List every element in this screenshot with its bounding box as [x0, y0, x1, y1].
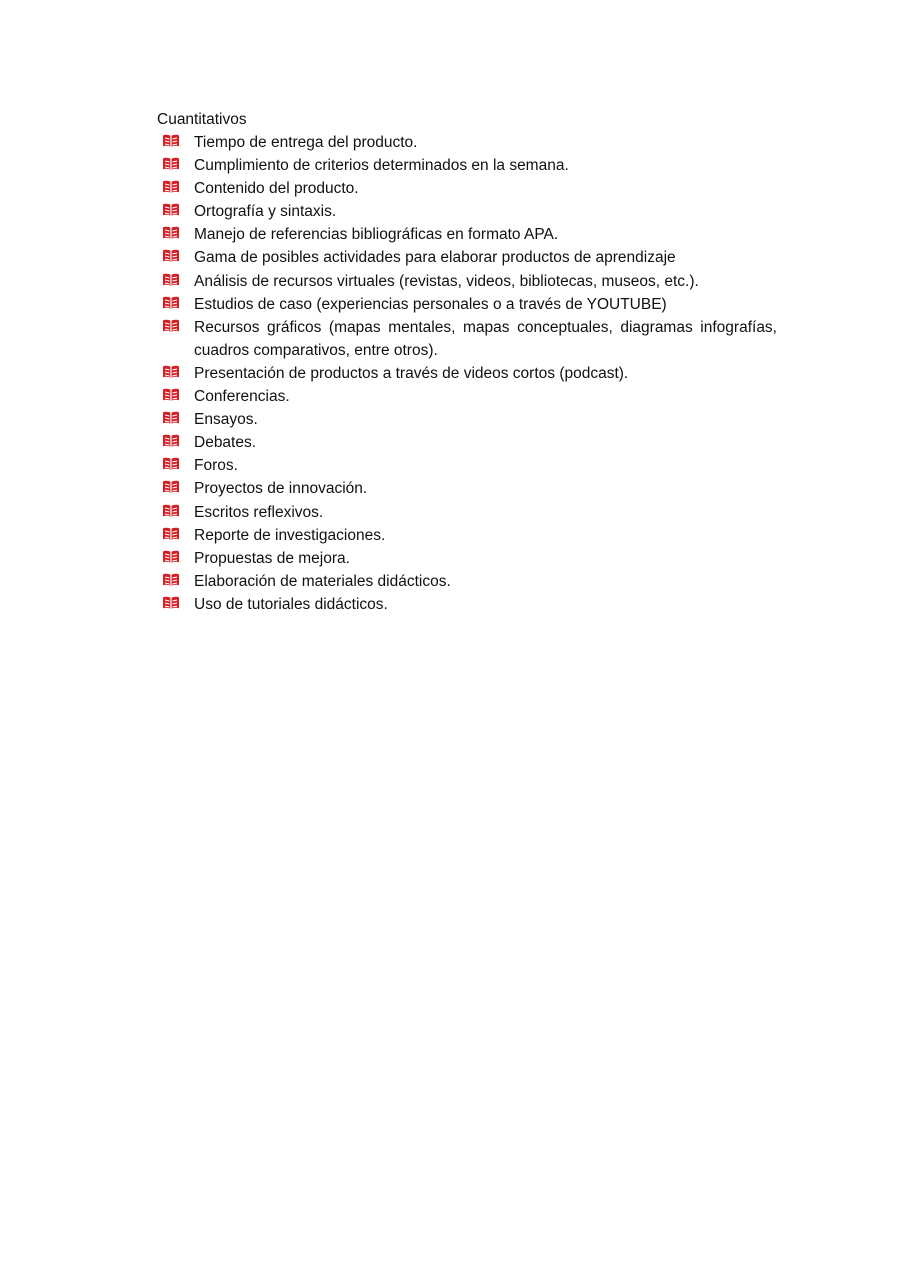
- list-item-text: Tiempo de entrega del producto.: [194, 134, 418, 151]
- red-book-bullet-icon: [162, 179, 180, 195]
- list-item: [157, 477, 777, 500]
- red-book-bullet-icon: [162, 503, 180, 519]
- list-item: [157, 223, 777, 246]
- red-book-bullet-icon: [162, 479, 180, 495]
- list-item-text: Presentación de productos a través de videos cortos (podcast).: [194, 364, 629, 382]
- red-book-bullet-icon: [162, 295, 180, 311]
- red-book-bullet-icon: [162, 572, 180, 588]
- list-item: [157, 246, 777, 269]
- list-item: [157, 200, 777, 223]
- section-heading: Cuantitativos: [157, 111, 247, 128]
- list-item: [157, 131, 777, 154]
- red-book-bullet-icon: [162, 595, 180, 611]
- list-item-text: Escritos reflexivos.: [194, 503, 324, 521]
- list-item-text: Cumplimiento de criterios determinados en la semana.: [194, 157, 569, 175]
- list-item-text: Conferencias.: [194, 388, 290, 406]
- red-book-bullet-icon: [162, 364, 180, 380]
- red-book-bullet-icon: [162, 456, 180, 472]
- list-item-text: Debates.: [194, 434, 257, 452]
- list-item: [157, 154, 777, 177]
- list-item-text: Estudios de caso (experiencias personales o a través de YOUTUBE): [194, 295, 667, 313]
- red-book-bullet-icon: [162, 156, 180, 172]
- red-book-bullet-icon: [162, 225, 180, 241]
- list-item-text: Elaboración de materiales didácticos.: [194, 572, 451, 590]
- list-item: [157, 431, 777, 454]
- list-item: [157, 293, 777, 316]
- list-item: [157, 362, 777, 385]
- list-item: [157, 524, 777, 547]
- list-item-text: Ensayos.: [194, 411, 258, 429]
- red-book-bullet-icon: [162, 433, 180, 449]
- document-content: [157, 108, 777, 616]
- red-book-bullet-icon: [162, 387, 180, 403]
- list-item: [157, 385, 777, 408]
- list-item-text: Análisis de recursos virtuales (revistas, videos, bibliotecas, museos, etc.).: [194, 272, 699, 290]
- list-item: [157, 177, 777, 200]
- red-book-bullet-icon: [162, 272, 180, 288]
- list-item: [157, 547, 777, 570]
- list-item-text: Proyectos de innovación.: [194, 480, 368, 498]
- list-item: [157, 593, 777, 616]
- red-book-bullet-icon: [162, 549, 180, 565]
- list-item-text: Ortografía y sintaxis.: [194, 203, 337, 221]
- list-item-text: Gama de posibles actividades para elaborar productos de aprendizaje: [194, 249, 676, 267]
- red-book-bullet-icon: [162, 410, 180, 426]
- list-item-text: Reporte de investigaciones.: [194, 526, 386, 544]
- red-book-bullet-icon: [162, 248, 180, 264]
- red-book-bullet-icon: [162, 202, 180, 218]
- red-book-bullet-icon: [162, 526, 180, 542]
- list-item-text: Contenido del producto.: [194, 180, 359, 198]
- list-item: [157, 454, 777, 477]
- list-item: [157, 501, 777, 524]
- red-book-bullet-icon: [162, 133, 180, 149]
- list-item-text: Recursos gráficos (mapas mentales, mapas conceptuales, diagramas infografías, cuadros comparativos, entre otros).: [194, 318, 777, 359]
- list-item: [157, 316, 777, 362]
- bullet-list: [157, 131, 777, 616]
- list-item-text: Uso de tutoriales didácticos.: [194, 595, 388, 613]
- list-item: [157, 408, 777, 431]
- list-item-text: Manejo de referencias bibliográficas en formato APA.: [194, 226, 559, 244]
- list-item-text: Propuestas de mejora.: [194, 549, 350, 567]
- list-item: [157, 270, 777, 293]
- list-item: [157, 570, 777, 593]
- list-item-text: Foros.: [194, 457, 238, 475]
- red-book-bullet-icon: [162, 318, 180, 334]
